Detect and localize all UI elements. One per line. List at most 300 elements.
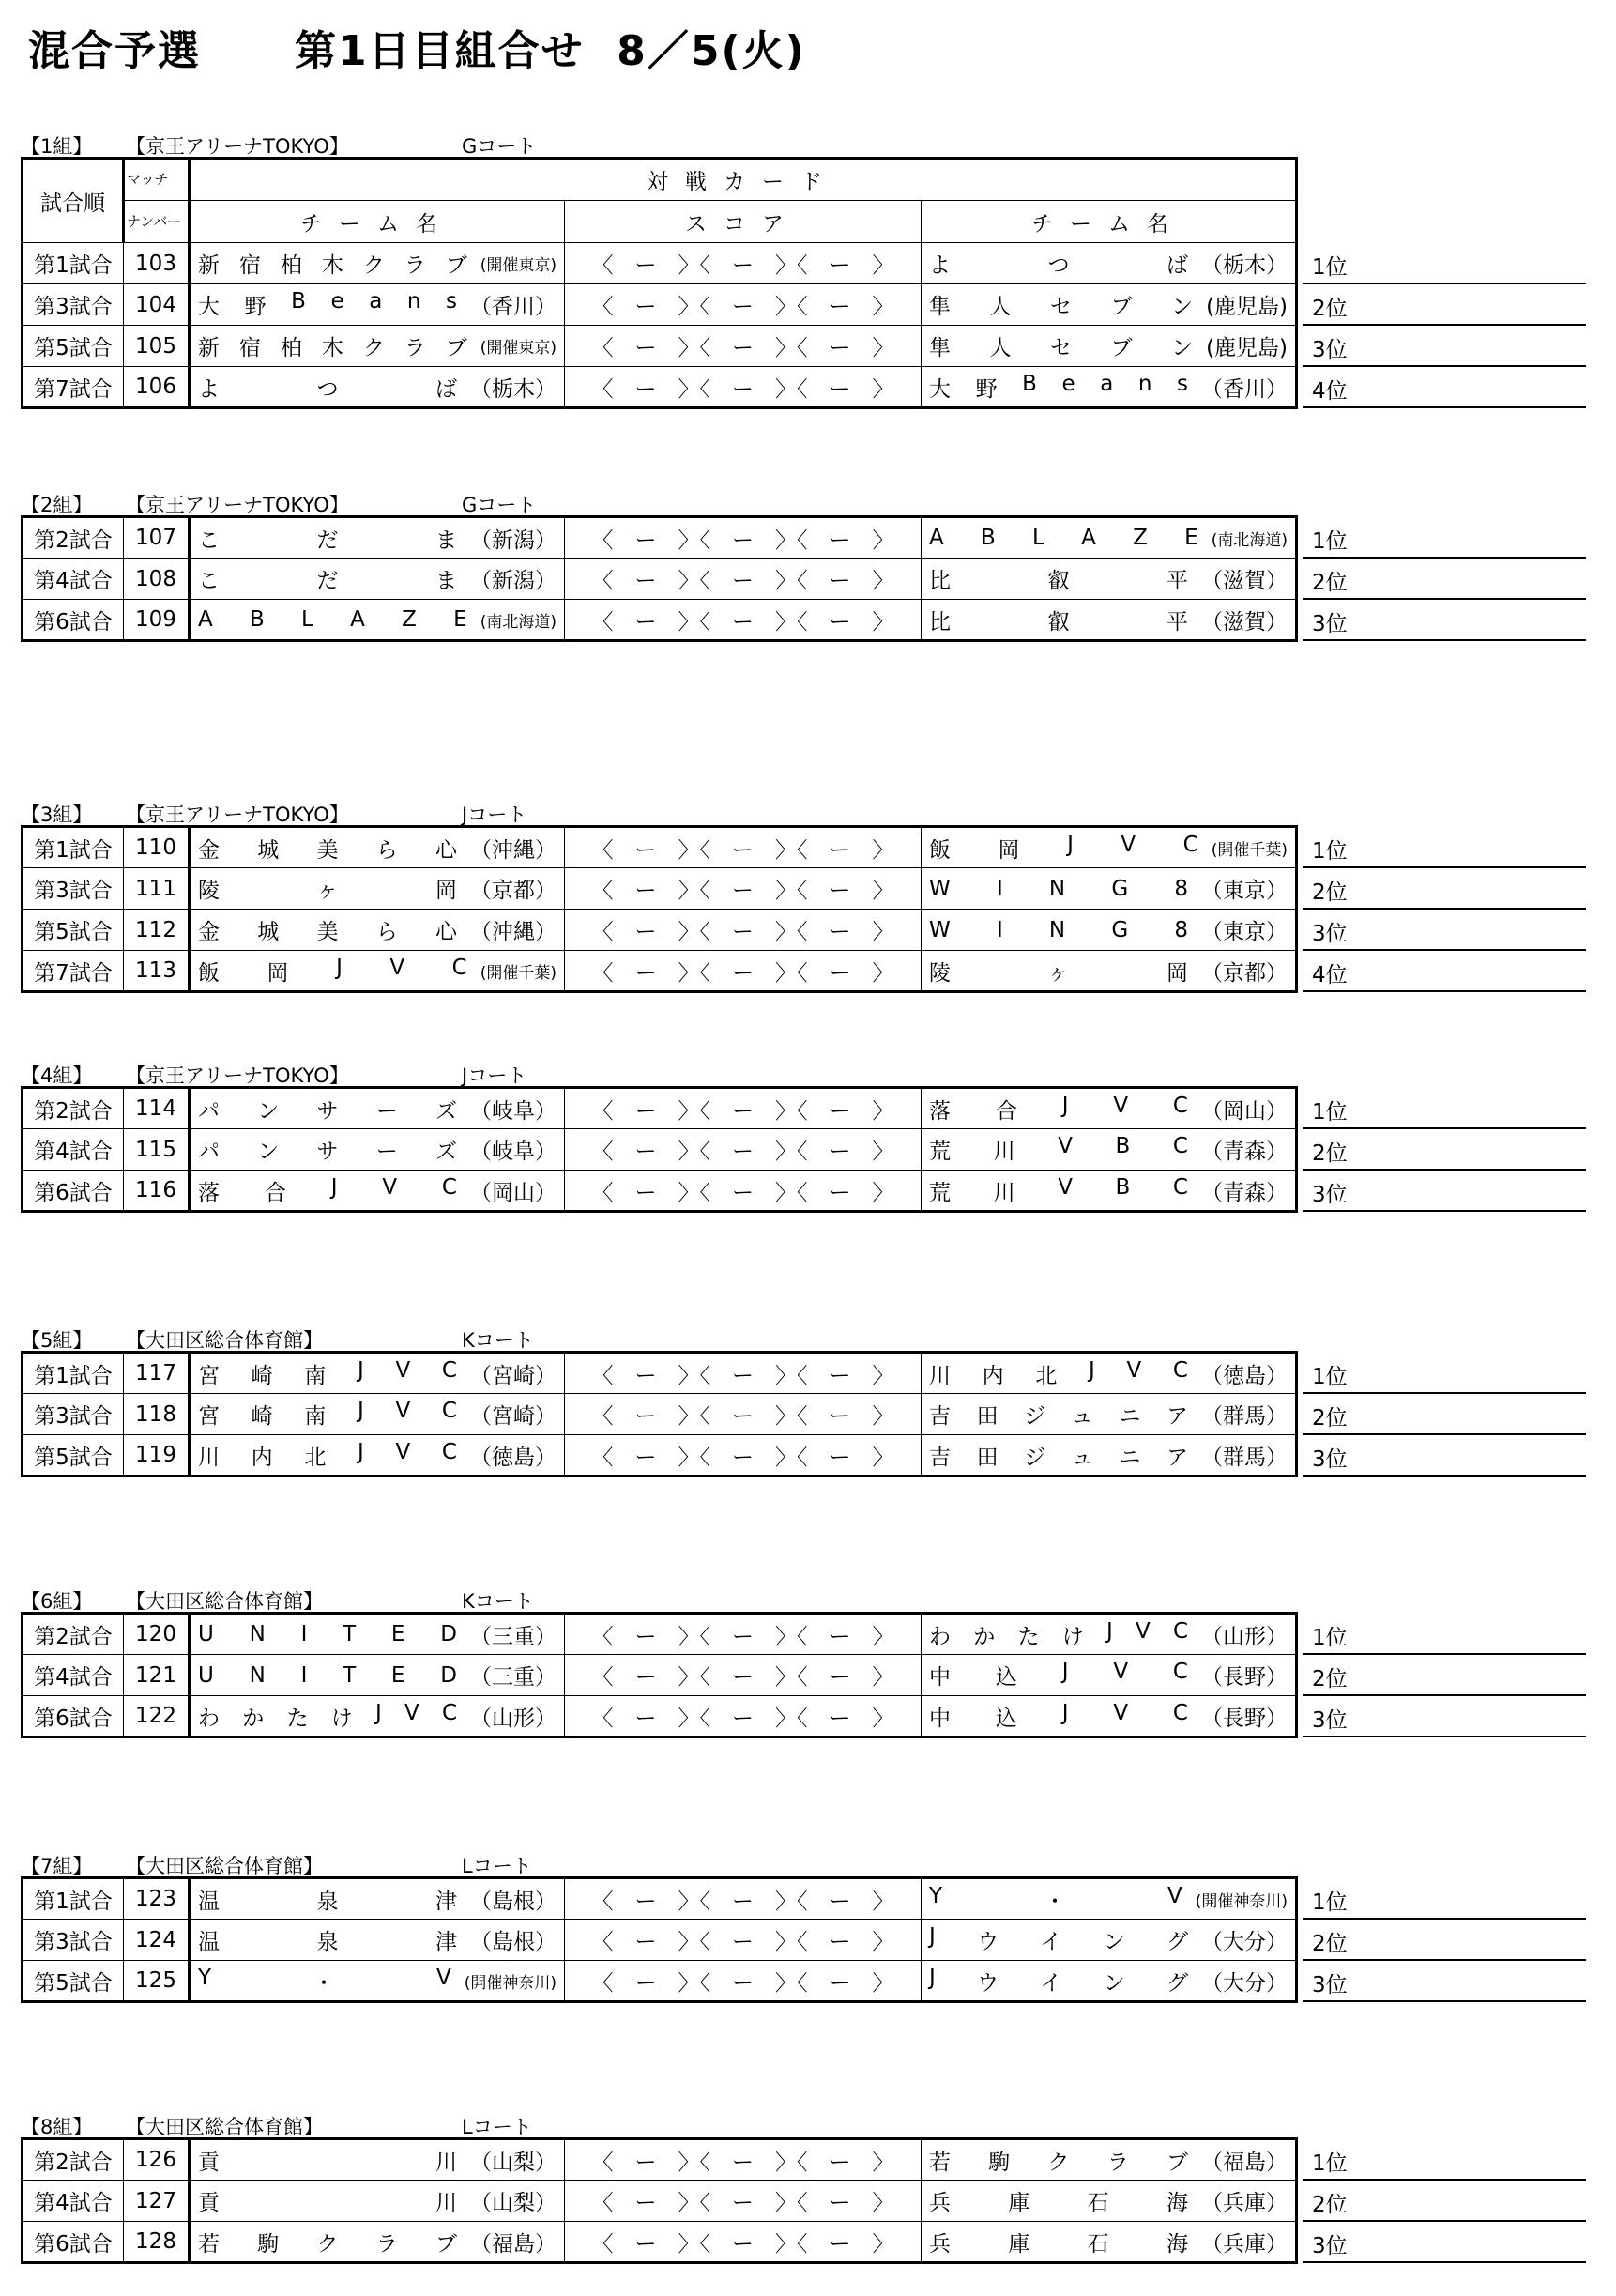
team-cell — [198, 372, 556, 403]
rank-label: 3位 — [1312, 338, 1348, 362]
group-venue: 【京王アリーナTOKYO】 — [126, 494, 349, 516]
rank-line — [1303, 827, 1586, 868]
match-number: 120 — [124, 1614, 190, 1655]
team-name: 隼 人 セ ブ ン — [929, 295, 1194, 319]
match-score: 〈 ー 〉〈 ー 〉〈 ー 〉 — [565, 517, 922, 559]
group-court: Lコート — [462, 2116, 532, 2138]
rank-label: 3位 — [1312, 1447, 1348, 1472]
header-match-no-1: マッチ — [124, 159, 190, 201]
match-score: 〈 ー 〉〈 ー 〉〈 ー 〉 — [565, 1088, 922, 1129]
team-name: 荒 川 V B C — [929, 1174, 1188, 1205]
match-row — [23, 910, 1297, 951]
group-venue: 【京王アリーナTOKYO】 — [126, 804, 349, 826]
match-order: 第6試合 — [23, 1171, 124, 1212]
rank-line — [1303, 243, 1586, 284]
team-prefecture: （兵庫） — [1201, 2231, 1288, 2257]
team-prefecture: (開催神奈川) — [1195, 1891, 1288, 1911]
rank-label: 2位 — [1312, 1667, 1348, 1691]
header-match-no-2: ナンバー — [124, 201, 190, 243]
team-name: よ つ ば — [198, 376, 457, 402]
rank-line — [1303, 517, 1586, 559]
schedule-table — [21, 157, 1298, 409]
match-row — [23, 1961, 1297, 2002]
match-score: 〈 ー 〉〈 ー 〉〈 ー 〉 — [565, 600, 922, 641]
rank-line — [1303, 1696, 1586, 1737]
team-prefecture: (鹿児島) — [1206, 336, 1288, 360]
team-name: U N I T E D — [198, 1622, 457, 1646]
team-name: 若 駒 ク ラ ブ — [198, 2231, 457, 2257]
team-name: 新 宿 柏 木 ク ラ ブ — [198, 336, 467, 360]
match-score: 〈 ー 〉〈 ー 〉〈 ー 〉 — [565, 2139, 922, 2181]
match-order: 第3試合 — [23, 1920, 124, 1961]
match-row — [23, 367, 1297, 408]
rank-line — [1303, 1129, 1586, 1171]
rank-label: 4位 — [1312, 963, 1348, 987]
team-prefecture: （宮崎） — [470, 1404, 556, 1429]
match-score: 〈 ー 〉〈 ー 〉〈 ー 〉 — [565, 2222, 922, 2263]
group-label: 【6組】 — [21, 1590, 93, 1613]
team-cell — [198, 2227, 556, 2258]
team-prefecture: （青森） — [1201, 1180, 1288, 1205]
team-prefecture: （東京） — [1201, 920, 1288, 944]
match-number: 112 — [124, 910, 190, 951]
team-cell — [198, 2145, 556, 2176]
match-row — [23, 1878, 1297, 1920]
team-prefecture: (開催東京) — [480, 256, 556, 275]
match-order: 第4試合 — [23, 2181, 124, 2222]
team-prefecture: (鹿児島) — [1206, 295, 1288, 319]
group-venue: 【大田区総合体育館】 — [126, 2116, 323, 2138]
team-name: 兵 庫 石 海 — [929, 2191, 1188, 2215]
team-prefecture: （新潟） — [470, 528, 556, 553]
match-number: 115 — [124, 1129, 190, 1171]
team-cell — [198, 873, 556, 904]
group-label: 【3組】 — [21, 804, 93, 826]
team-prefecture: （岐阜） — [470, 1098, 556, 1124]
group-court: Kコート — [462, 1590, 534, 1613]
match-number: 127 — [124, 2181, 190, 2222]
rank-label: 3位 — [1312, 2234, 1348, 2258]
rank-label: 1位 — [1312, 255, 1348, 280]
rank-line — [1303, 367, 1586, 408]
schedule-table — [21, 2137, 1298, 2264]
team-prefecture: (南北海道) — [480, 612, 556, 632]
rank-line — [1303, 2139, 1586, 2181]
header-row — [23, 201, 1297, 243]
team-cell — [198, 248, 556, 279]
title-date: 8／5(火) — [617, 27, 806, 75]
match-order: 第5試合 — [23, 1435, 124, 1477]
group-venue: 【大田区総合体育館】 — [126, 1855, 323, 1877]
match-score: 〈 ー 〉〈 ー 〉〈 ー 〉 — [565, 868, 922, 910]
match-score: 〈 ー 〉〈 ー 〉〈 ー 〉 — [565, 827, 922, 868]
team-prefecture: （香川） — [1201, 376, 1288, 402]
rank-line — [1303, 1394, 1586, 1435]
match-order: 第3試合 — [23, 868, 124, 910]
team-prefecture: （群馬） — [1201, 1445, 1288, 1470]
match-number: 111 — [124, 868, 190, 910]
match-row — [23, 1920, 1297, 1961]
team-cell — [929, 1358, 1288, 1389]
team-cell — [929, 289, 1288, 320]
match-order: 第5試合 — [23, 326, 124, 367]
match-order: 第1試合 — [23, 827, 124, 868]
group-label: 【8組】 — [21, 2116, 93, 2138]
team-name: 兵 庫 石 海 — [929, 2231, 1188, 2257]
match-score: 〈 ー 〉〈 ー 〉〈 ー 〉 — [565, 1394, 922, 1435]
team-name: 新 宿 柏 木 ク ラ ブ — [198, 253, 467, 278]
rank-line — [1303, 1961, 1586, 2002]
team-cell — [198, 563, 556, 594]
schedule-table — [21, 1351, 1298, 1477]
team-cell — [929, 1094, 1288, 1125]
match-score: 〈 ー 〉〈 ー 〉〈 ー 〉 — [565, 1171, 922, 1212]
match-order: 第2試合 — [23, 517, 124, 559]
match-number: 124 — [124, 1920, 190, 1961]
match-order: 第4試合 — [23, 559, 124, 600]
team-cell — [929, 2227, 1288, 2258]
team-name: 陵 ヶ 岡 — [929, 960, 1188, 986]
team-prefecture: （香川） — [470, 295, 556, 319]
header-score: スコア — [565, 201, 922, 243]
match-order: 第4試合 — [23, 1655, 124, 1696]
team-cell — [929, 1134, 1288, 1165]
rank-line — [1303, 1171, 1586, 1212]
team-name: 大 野 B e a n s — [929, 371, 1188, 402]
team-name: U N I T E D — [198, 1662, 457, 1688]
team-name: 川 内 北 J V C — [929, 1357, 1188, 1388]
team-name: 比 叡 平 — [929, 569, 1188, 593]
team-cell — [198, 1175, 556, 1206]
group-court: Gコート — [462, 135, 537, 158]
team-name: わ か た け J V C — [929, 1618, 1188, 1649]
match-row — [23, 951, 1297, 992]
team-cell — [198, 1660, 556, 1691]
team-prefecture: （栃木） — [1201, 253, 1288, 278]
rank-label: 2位 — [1312, 2193, 1348, 2217]
match-order: 第2試合 — [23, 1614, 124, 1655]
team-name: A B L A Z E — [198, 607, 467, 632]
team-prefecture: （京都） — [1201, 960, 1288, 986]
match-row — [23, 1435, 1297, 1477]
team-prefecture: （山梨） — [470, 2191, 556, 2215]
title-main: 混合予選 — [28, 27, 201, 75]
team-prefecture: （岐阜） — [470, 1140, 556, 1164]
rank-label: 3位 — [1312, 1708, 1348, 1733]
team-cell — [929, 2145, 1288, 2176]
team-name: 大 野 B e a n s — [198, 289, 457, 319]
team-name: 貢 川 — [198, 2150, 457, 2175]
title-sub: 第1日目組合せ — [295, 27, 585, 75]
match-order: 第1試合 — [23, 243, 124, 284]
match-order: 第3試合 — [23, 1394, 124, 1435]
team-cell — [929, 1924, 1288, 1955]
team-cell — [929, 956, 1288, 987]
team-cell — [929, 1175, 1288, 1206]
team-name: 落 合 J V C — [198, 1174, 457, 1205]
match-row — [23, 1614, 1297, 1655]
schedule-table — [21, 515, 1298, 642]
match-row — [23, 2181, 1297, 2222]
rank-label: 1位 — [1312, 1626, 1348, 1650]
team-cell — [198, 2185, 556, 2216]
match-number: 106 — [124, 367, 190, 408]
team-name: J ウ イ ン グ — [929, 1924, 1188, 1954]
match-score: 〈 ー 〉〈 ー 〉〈 ー 〉 — [565, 1614, 922, 1655]
group-label: 【2組】 — [21, 494, 93, 516]
match-order: 第4試合 — [23, 1129, 124, 1171]
team-prefecture: （宮崎） — [470, 1363, 556, 1388]
team-name: 飯 岡 J V C — [929, 832, 1198, 863]
team-name: A B L A Z E — [929, 526, 1198, 550]
team-cell — [929, 1966, 1288, 1997]
team-cell — [198, 1966, 556, 1997]
team-cell — [198, 833, 556, 864]
match-score: 〈 ー 〉〈 ー 〉〈 ー 〉 — [565, 910, 922, 951]
rank-label: 2位 — [1312, 1141, 1348, 1166]
team-name: 貢 川 — [198, 2191, 457, 2215]
rank-label: 3位 — [1312, 1183, 1348, 1207]
team-cell — [198, 1134, 556, 1165]
match-row — [23, 1088, 1297, 1129]
match-row — [23, 559, 1297, 600]
match-score: 〈 ー 〉〈 ー 〉〈 ー 〉 — [565, 559, 922, 600]
team-cell — [929, 605, 1288, 635]
match-order: 第7試合 — [23, 951, 124, 992]
match-order: 第2試合 — [23, 1088, 124, 1129]
rank-label: 1位 — [1312, 1365, 1348, 1389]
team-name: 中 込 J V C — [929, 1700, 1188, 1731]
rank-label: 2位 — [1312, 1406, 1348, 1431]
team-prefecture: (開催千葉) — [1211, 840, 1288, 860]
team-cell — [929, 1440, 1288, 1471]
rank-line — [1303, 2222, 1586, 2263]
team-name: パ ン サ ー ズ — [198, 1140, 457, 1164]
match-row — [23, 600, 1297, 641]
match-number: 119 — [124, 1435, 190, 1477]
group-venue: 【大田区総合体育館】 — [126, 1590, 323, 1613]
rank-line — [1303, 1878, 1586, 1920]
match-row — [23, 517, 1297, 559]
team-cell — [198, 607, 556, 632]
match-score: 〈 ー 〉〈 ー 〉〈 ー 〉 — [565, 1696, 922, 1737]
match-row — [23, 1696, 1297, 1737]
match-number: 109 — [124, 600, 190, 641]
match-score: 〈 ー 〉〈 ー 〉〈 ー 〉 — [565, 1920, 922, 1961]
team-name: Y ・ V — [198, 1965, 451, 1996]
team-prefecture: （新潟） — [470, 569, 556, 593]
match-score: 〈 ー 〉〈 ー 〉〈 ー 〉 — [565, 1129, 922, 1171]
team-name: 金 城 美 ら 心 — [198, 837, 457, 863]
group-label: 【5組】 — [21, 1329, 93, 1352]
team-prefecture: （三重） — [470, 1624, 556, 1649]
group-court: Kコート — [462, 1329, 534, 1352]
rank-line — [1303, 868, 1586, 910]
match-score: 〈 ー 〉〈 ー 〉〈 ー 〉 — [565, 243, 922, 284]
match-number: 113 — [124, 951, 190, 992]
team-prefecture: （長野） — [1201, 1706, 1288, 1731]
match-number: 121 — [124, 1655, 190, 1696]
team-prefecture: （群馬） — [1201, 1404, 1288, 1429]
team-prefecture: （青森） — [1201, 1140, 1288, 1164]
rank-label: 1位 — [1312, 1890, 1348, 1915]
group-label: 【7組】 — [21, 1855, 93, 1877]
team-prefecture: （大分） — [1201, 1970, 1288, 1996]
team-name: W I N G 8 — [929, 876, 1188, 901]
schedule-table — [21, 1086, 1298, 1213]
team-name: パ ン サ ー ズ — [198, 1098, 457, 1124]
rank-line — [1303, 2181, 1586, 2222]
rank-line — [1303, 284, 1586, 326]
rank-label: 4位 — [1312, 379, 1348, 404]
match-order: 第6試合 — [23, 600, 124, 641]
team-cell — [198, 1399, 556, 1430]
team-cell — [198, 1440, 556, 1471]
team-cell — [929, 1660, 1288, 1691]
team-name: 中 込 J V C — [929, 1660, 1188, 1690]
match-number: 126 — [124, 2139, 190, 2181]
match-number: 123 — [124, 1878, 190, 1920]
rank-label: 1位 — [1312, 839, 1348, 864]
match-row — [23, 1129, 1297, 1171]
team-cell — [929, 914, 1288, 945]
team-prefecture: （大分） — [1201, 1930, 1288, 1954]
team-prefecture: （兵庫） — [1201, 2191, 1288, 2215]
match-number: 114 — [124, 1088, 190, 1129]
team-cell — [198, 914, 556, 945]
team-cell — [198, 330, 556, 361]
rank-label: 3位 — [1312, 612, 1348, 636]
match-score: 〈 ー 〉〈 ー 〉〈 ー 〉 — [565, 326, 922, 367]
match-number: 117 — [124, 1353, 190, 1394]
team-cell — [198, 1884, 556, 1915]
match-row — [23, 2139, 1297, 2181]
team-cell — [929, 526, 1288, 550]
team-name: 吉 田 ジ ュ ニ ア — [929, 1404, 1188, 1429]
match-row — [23, 2222, 1297, 2263]
match-score: 〈 ー 〉〈 ー 〉〈 ー 〉 — [565, 284, 922, 326]
team-name: 温 泉 津 — [198, 1930, 457, 1954]
match-order: 第1試合 — [23, 1353, 124, 1394]
team-prefecture: （岡山） — [470, 1180, 556, 1205]
team-name: こ だ ま — [198, 569, 457, 593]
rank-line — [1303, 326, 1586, 367]
match-score: 〈 ー 〉〈 ー 〉〈 ー 〉 — [565, 1878, 922, 1920]
match-order: 第6試合 — [23, 1696, 124, 1737]
team-name: 隼 人 セ ブ ン — [929, 336, 1194, 360]
team-name: 温 泉 津 — [198, 1889, 457, 1914]
team-cell — [198, 1924, 556, 1955]
schedule-table — [21, 1612, 1298, 1738]
rank-line — [1303, 1920, 1586, 1961]
team-name: 飯 岡 J V C — [198, 955, 467, 986]
rank-label: 2位 — [1312, 1932, 1348, 1956]
team-name: 川 内 北 J V C — [198, 1439, 457, 1470]
team-name: 宮 崎 南 J V C — [198, 1399, 457, 1429]
team-cell — [929, 1884, 1288, 1915]
match-row — [23, 1655, 1297, 1696]
match-row — [23, 868, 1297, 910]
match-number: 107 — [124, 517, 190, 559]
team-name: 宮 崎 南 J V C — [198, 1357, 457, 1388]
team-name: 落 合 J V C — [929, 1093, 1188, 1124]
group-court: Gコート — [462, 494, 537, 516]
match-score: 〈 ー 〉〈 ー 〉〈 ー 〉 — [565, 367, 922, 408]
team-prefecture: （京都） — [470, 879, 556, 903]
match-row — [23, 284, 1297, 326]
match-row — [23, 1171, 1297, 1212]
header-card: 対戦カード — [190, 159, 1297, 201]
team-prefecture: (南北海道) — [1211, 530, 1288, 550]
schedule-table — [21, 825, 1298, 993]
team-prefecture: （山形） — [1201, 1624, 1288, 1649]
team-name: 陵 ヶ 岡 — [198, 879, 457, 903]
rank-label: 2位 — [1312, 571, 1348, 595]
group-venue: 【京王アリーナTOKYO】 — [126, 135, 349, 158]
match-number: 110 — [124, 827, 190, 868]
match-number: 118 — [124, 1394, 190, 1435]
match-row — [23, 827, 1297, 868]
header-team-name: チーム名 — [922, 201, 1297, 243]
rank-line — [1303, 1353, 1586, 1394]
team-cell — [929, 330, 1288, 361]
group-court: Jコート — [462, 804, 527, 826]
rank-label: 1位 — [1312, 529, 1348, 554]
team-cell — [929, 1701, 1288, 1732]
group-venue: 【京王アリーナTOKYO】 — [126, 1064, 349, 1087]
team-cell — [929, 1619, 1288, 1650]
team-prefecture: （沖縄） — [470, 837, 556, 863]
team-cell — [929, 372, 1288, 403]
match-number: 116 — [124, 1171, 190, 1212]
match-number: 105 — [124, 326, 190, 367]
match-row — [23, 1353, 1297, 1394]
match-score: 〈 ー 〉〈 ー 〉〈 ー 〉 — [565, 951, 922, 992]
rank-label: 1位 — [1312, 1100, 1348, 1125]
rank-label: 1位 — [1312, 2151, 1348, 2176]
rank-label: 2位 — [1312, 880, 1348, 905]
team-prefecture: （栃木） — [470, 376, 556, 402]
team-prefecture: （滋賀） — [1201, 569, 1288, 593]
team-prefecture: (開催東京) — [480, 339, 556, 358]
team-cell — [198, 1358, 556, 1389]
rank-line — [1303, 951, 1586, 992]
match-number: 103 — [124, 243, 190, 284]
group-court: Lコート — [462, 1855, 532, 1877]
team-prefecture: （島根） — [470, 1930, 556, 1954]
schedule-table — [21, 1876, 1298, 2003]
match-row — [23, 243, 1297, 284]
match-number: 108 — [124, 559, 190, 600]
team-prefecture: （東京） — [1201, 879, 1288, 903]
team-name: こ だ ま — [198, 528, 457, 553]
group-venue: 【大田区総合体育館】 — [126, 1329, 323, 1352]
team-name: よ つ ば — [929, 253, 1188, 278]
rank-line — [1303, 1655, 1586, 1696]
header-row — [23, 159, 1297, 201]
rank-line — [1303, 1435, 1586, 1477]
team-cell — [929, 248, 1288, 279]
match-score: 〈 ー 〉〈 ー 〉〈 ー 〉 — [565, 1961, 922, 2002]
match-row — [23, 326, 1297, 367]
team-name: 金 城 美 ら 心 — [198, 920, 457, 944]
rank-line — [1303, 1088, 1586, 1129]
team-cell — [198, 1701, 556, 1732]
team-cell — [198, 523, 556, 554]
team-prefecture: （福島） — [1201, 2150, 1288, 2175]
team-cell — [929, 833, 1288, 864]
match-score: 〈 ー 〉〈 ー 〉〈 ー 〉 — [565, 1435, 922, 1477]
